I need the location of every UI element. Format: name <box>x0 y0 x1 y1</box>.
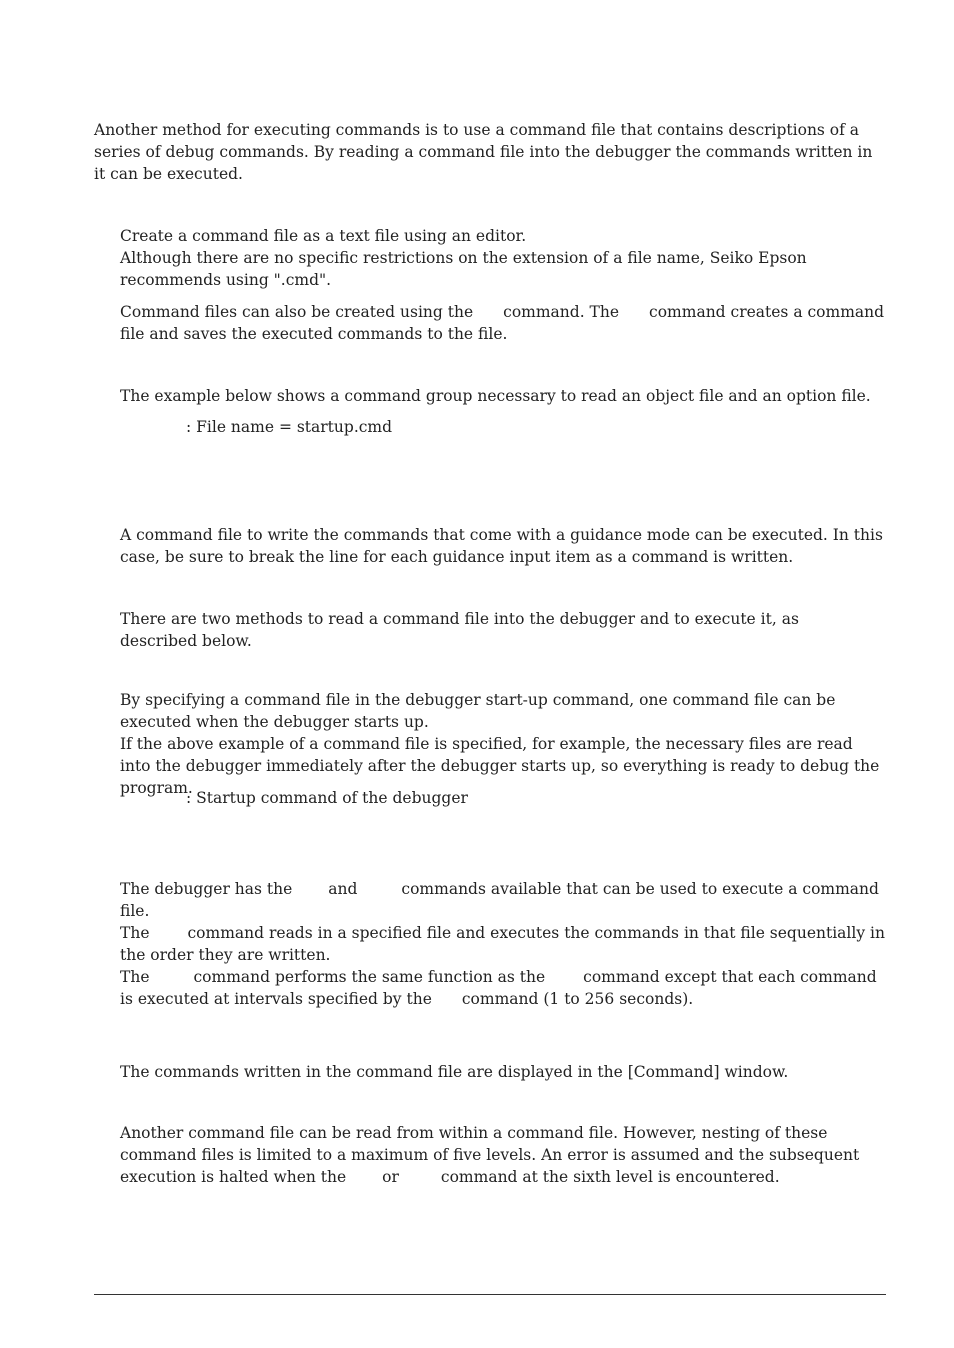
create-paragraph <box>120 225 886 291</box>
execute-paragraph <box>120 878 886 1010</box>
nesting-a: Another command file can be read from within a command file. However, nesting of these command files is limited to a maximum of five levels. An error is assumed and the subsequent execution is halted when the <box>120 1124 860 1186</box>
exec-l1-b: and <box>328 880 358 898</box>
exec-l3-c: command except that each command is executed at intervals specified by the <box>120 968 877 1008</box>
nesting-b: or <box>382 1168 399 1186</box>
exec-l3-a: The <box>120 968 150 986</box>
methods-paragraph: There are two methods to read a command file into the debugger and to execute it, as described below. <box>120 610 799 650</box>
guidance-paragraph: A command file to write the commands that come with a guidance mode can be executed. In this case, be sure to break the line for each guidance input item as a command is written. <box>120 526 883 566</box>
display-paragraph: The commands written in the command file are displayed in the [Command] window. <box>120 1063 789 1081</box>
exec-l1-a: The debugger has the <box>120 880 293 898</box>
footer-divider <box>94 1294 886 1295</box>
log-text-a: Command files can also be created using the <box>120 303 474 321</box>
startup-caption: : Startup command of the debugger <box>186 789 468 807</box>
log-text-b: command. The <box>503 303 620 321</box>
nesting-paragraph <box>120 1122 886 1188</box>
exec-l1-c: commands available that can be used to execute a command file. <box>120 880 879 920</box>
log-command-paragraph <box>120 301 886 345</box>
exec-l3-b: command performs the same function as the <box>193 968 546 986</box>
exec-l2-a: The <box>120 924 150 942</box>
startup-line-1: By specifying a command file in the debugger start-up command, one command file can be executed when the debugger starts up. <box>120 691 836 731</box>
example-paragraph: The example below shows a command group necessary to read an object file and an option file. <box>120 387 871 405</box>
create-line-2: Although there are no specific restrictions on the extension of a file name, Seiko Epson recommends using ".cmd". <box>120 249 807 289</box>
exec-l3-d: command (1 to 256 seconds). <box>461 990 694 1008</box>
create-line-1: Create a command file as a text file using an editor. <box>120 227 527 245</box>
intro-paragraph: Another method for executing commands is to use a command file that contains descriptions of a series of debug commands. By reading a command file into the debugger the commands written in it can be executed. <box>94 121 873 183</box>
nesting-c: command at the sixth level is encountered. <box>440 1168 780 1186</box>
startup-line-2: If the above example of a command file is specified, for example, the necessary files are read into the debugger immediately after the debugger starts up, so everything is ready to debug the program. <box>120 735 880 797</box>
example-caption: : File name = startup.cmd <box>186 418 393 436</box>
log-text-c: command creates a command file and saves the executed commands to the file. <box>120 303 885 343</box>
startup-paragraph <box>120 689 886 799</box>
exec-l2-b: command reads in a specified file and executes the commands in that file sequentially in the order they are written. <box>120 924 885 964</box>
